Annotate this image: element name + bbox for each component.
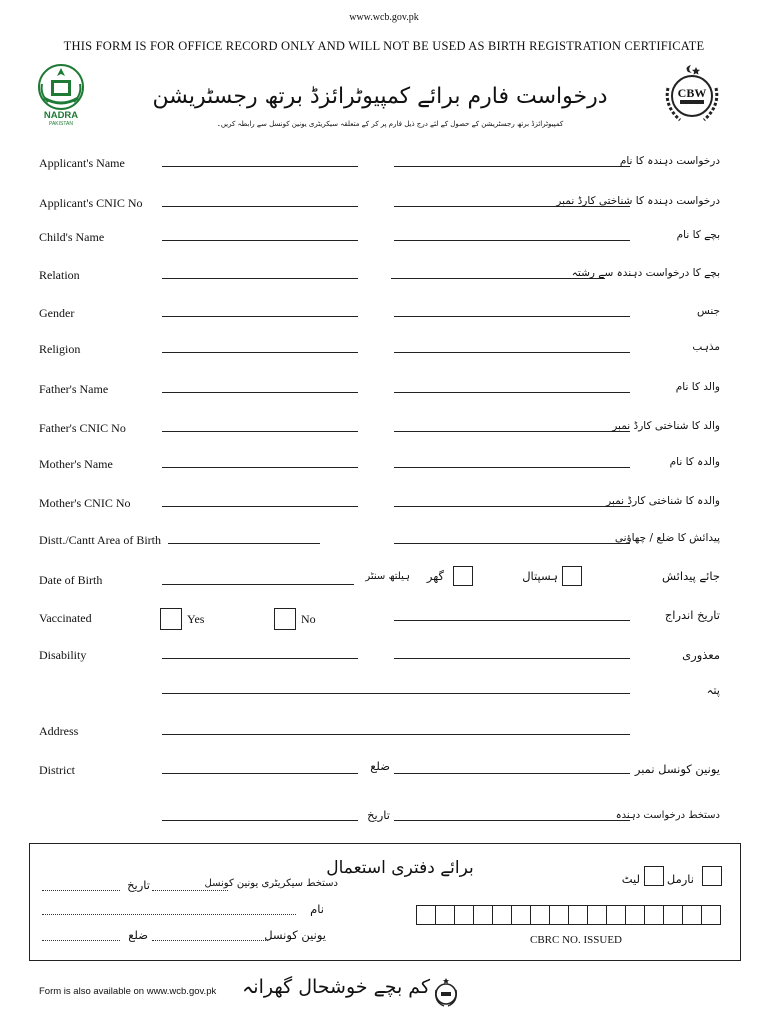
office-name-label: نام xyxy=(310,902,324,916)
vaccinated-label: Vaccinated xyxy=(39,611,92,625)
field-ur-label-7: والد کا شناختی کارڈ نمبر xyxy=(612,420,720,432)
field-ur-label-3: بچے کا درخواست دہندہ سے رشتہ xyxy=(571,267,720,279)
address-line-2[interactable] xyxy=(162,734,630,735)
cbrc-digit-box[interactable] xyxy=(663,905,683,925)
field-input-line-9[interactable] xyxy=(162,506,358,507)
field-input-line-7[interactable] xyxy=(162,431,358,432)
district-input-line[interactable] xyxy=(162,773,358,774)
form-title: درخواست فارم برائے کمپیوٹرائزڈ برتھ رجسٹریشن xyxy=(152,84,608,109)
district-label: District xyxy=(39,763,75,777)
late-checkbox[interactable] xyxy=(644,866,664,886)
field-label-7: Father's CNIC No xyxy=(39,421,126,435)
field-ur-label-5: مذہب xyxy=(692,341,720,353)
office-name-line[interactable] xyxy=(42,914,296,915)
field-input-line-2[interactable] xyxy=(162,240,358,241)
nadra-logo xyxy=(36,62,86,128)
cbrc-digit-box[interactable] xyxy=(435,905,455,925)
applicant-signature-label: دستخط درخواست دہندہ xyxy=(615,810,720,821)
hospital-checkbox[interactable] xyxy=(562,566,582,586)
dob-label: Date of Birth xyxy=(39,573,103,587)
field-ur-label-9: والدہ کا شناختی کارڈ نمبر xyxy=(606,495,720,507)
cbrc-digit-box[interactable] xyxy=(416,905,436,925)
field-ur-label-4: جنس xyxy=(696,305,720,317)
address-ur-label: پتہ xyxy=(706,683,720,697)
field-ur-label-0: درخواست دہندہ کا نام xyxy=(619,155,720,167)
cbrc-digit-box[interactable] xyxy=(644,905,664,925)
field-ur-label-1: درخواست دہندہ کا شناختی کارڈ نمبر xyxy=(556,195,720,207)
hospital-label: ہسپتال xyxy=(522,569,558,583)
field-label-4: Gender xyxy=(39,306,75,320)
field-input-line-10[interactable] xyxy=(168,543,320,544)
office-date-label: تاریخ xyxy=(127,878,150,892)
place-of-birth-label: جائے پیدائش xyxy=(662,569,720,583)
late-label: لیٹ xyxy=(621,872,640,886)
field-input-line-4[interactable] xyxy=(162,316,358,317)
cbrc-label: CBRC NO. ISSUED xyxy=(530,934,622,946)
normal-label: نارمل xyxy=(666,872,694,886)
address-line-1[interactable] xyxy=(162,693,630,694)
vaccinated-no-checkbox[interactable] xyxy=(274,608,296,630)
field-input-line-5[interactable] xyxy=(162,352,358,353)
cbrc-digit-box[interactable] xyxy=(606,905,626,925)
vaccinated-yes-checkbox[interactable] xyxy=(160,608,182,630)
field-input-line-8[interactable] xyxy=(162,467,358,468)
cbrc-digit-box[interactable] xyxy=(568,905,588,925)
nadra-logo-sub: PAKISTAN xyxy=(49,121,73,127)
field-label-6: Father's Name xyxy=(39,382,109,396)
cbrc-number-boxes xyxy=(416,905,721,925)
vaccinated-yes-label: Yes xyxy=(187,612,205,626)
cbrc-digit-box[interactable] xyxy=(587,905,607,925)
footer-slogan: کم بچے خوشحال گھرانہ xyxy=(242,976,430,998)
cbrc-digit-box[interactable] xyxy=(530,905,550,925)
field-ur-label-2: بچے کا نام xyxy=(676,229,720,241)
field-label-3: Relation xyxy=(39,268,80,282)
footer-emblem-icon xyxy=(432,976,460,1008)
cbrc-digit-box[interactable] xyxy=(549,905,569,925)
field-label-1: Applicant's CNIC No xyxy=(39,196,143,210)
nadra-logo-text: NADRA xyxy=(43,110,79,121)
cbrc-digit-box[interactable] xyxy=(454,905,474,925)
cbrc-digit-box[interactable] xyxy=(701,905,721,925)
office-uc-label: یونین کونسل xyxy=(264,928,326,942)
cbrc-digit-box[interactable] xyxy=(511,905,531,925)
cbrc-digit-box[interactable] xyxy=(492,905,512,925)
office-use-title: برائے دفتری استعمال xyxy=(326,858,474,878)
office-district-label: ضلع xyxy=(128,928,148,942)
uc-no-label: یونین کونسل نمبر xyxy=(634,762,720,776)
footer-available-text: Form is also available on www.wcb.gov.pk xyxy=(39,986,217,997)
district-ur-label: ضلع xyxy=(370,759,390,773)
cbrc-digit-box[interactable] xyxy=(682,905,702,925)
vaccinated-no-label: No xyxy=(301,612,316,626)
field-input-line-1[interactable] xyxy=(162,206,358,207)
entry-date-input-line[interactable] xyxy=(394,620,630,621)
disability-ur-label: معذوری xyxy=(682,648,720,662)
uc-no-input-line[interactable] xyxy=(394,773,630,774)
disability-label: Disability xyxy=(39,648,87,662)
secretary-signature-label: دستخط سیکریٹری یونین کونسل xyxy=(204,878,338,889)
cbrc-digit-box[interactable] xyxy=(473,905,493,925)
office-district-line[interactable] xyxy=(42,940,120,941)
address-label: Address xyxy=(39,724,79,738)
dob-input-line[interactable] xyxy=(162,584,354,585)
field-ur-label-6: والد کا نام xyxy=(675,381,720,393)
normal-checkbox[interactable] xyxy=(702,866,722,886)
applicant-signature-line[interactable] xyxy=(394,820,630,821)
field-ur-label-8: والدہ کا نام xyxy=(669,456,720,468)
field-label-5: Religion xyxy=(39,342,81,356)
office-date-line[interactable] xyxy=(42,890,120,891)
field-label-10: Distt./Cantt Area of Birth xyxy=(39,533,161,547)
field-ur-label-10: پیدائش کا ضلع / چھاؤنی xyxy=(614,532,720,544)
field-input-line-3[interactable] xyxy=(162,278,358,279)
disability-ur-input-line[interactable] xyxy=(394,658,630,659)
field-label-2: Child's Name xyxy=(39,230,105,244)
office-record-notice: THIS FORM IS FOR OFFICE RECORD ONLY AND WILL NOT BE USED AS BIRTH REGISTRATION CERTIFICATE xyxy=(63,39,705,53)
secretary-signature-line[interactable] xyxy=(152,890,228,891)
cbw-logo-text: CBW xyxy=(677,86,707,100)
disability-input-line[interactable] xyxy=(162,658,358,659)
field-label-9: Mother's CNIC No xyxy=(39,496,131,510)
website-url: www.wcb.gov.pk xyxy=(349,12,419,23)
cbw-logo xyxy=(658,62,726,130)
field-label-0: Applicant's Name xyxy=(39,156,125,170)
home-checkbox[interactable] xyxy=(453,566,473,586)
entry-date-label: تاریخ اندراج xyxy=(664,608,720,622)
date-ur-label: تاریخ xyxy=(367,808,390,822)
field-input-line-6[interactable] xyxy=(162,392,358,393)
cbrc-digit-box[interactable] xyxy=(625,905,645,925)
field-label-8: Mother's Name xyxy=(39,457,113,471)
field-input-line-0[interactable] xyxy=(162,166,358,167)
home-label: گھر xyxy=(426,569,444,583)
office-use-box xyxy=(29,843,741,961)
office-uc-line[interactable] xyxy=(152,940,268,941)
date-input-line[interactable] xyxy=(162,820,358,821)
health-center-label: ہیلتھ سنٹر xyxy=(365,571,410,582)
form-subtitle: کمپیوٹرائزڈ برتھ رجسٹریشن کے حصول کے لئے درج ذیل فارم پر کر کے متعلقہ سیکریٹری یونین کونسل سے رابطہ کریں۔ xyxy=(216,120,564,128)
